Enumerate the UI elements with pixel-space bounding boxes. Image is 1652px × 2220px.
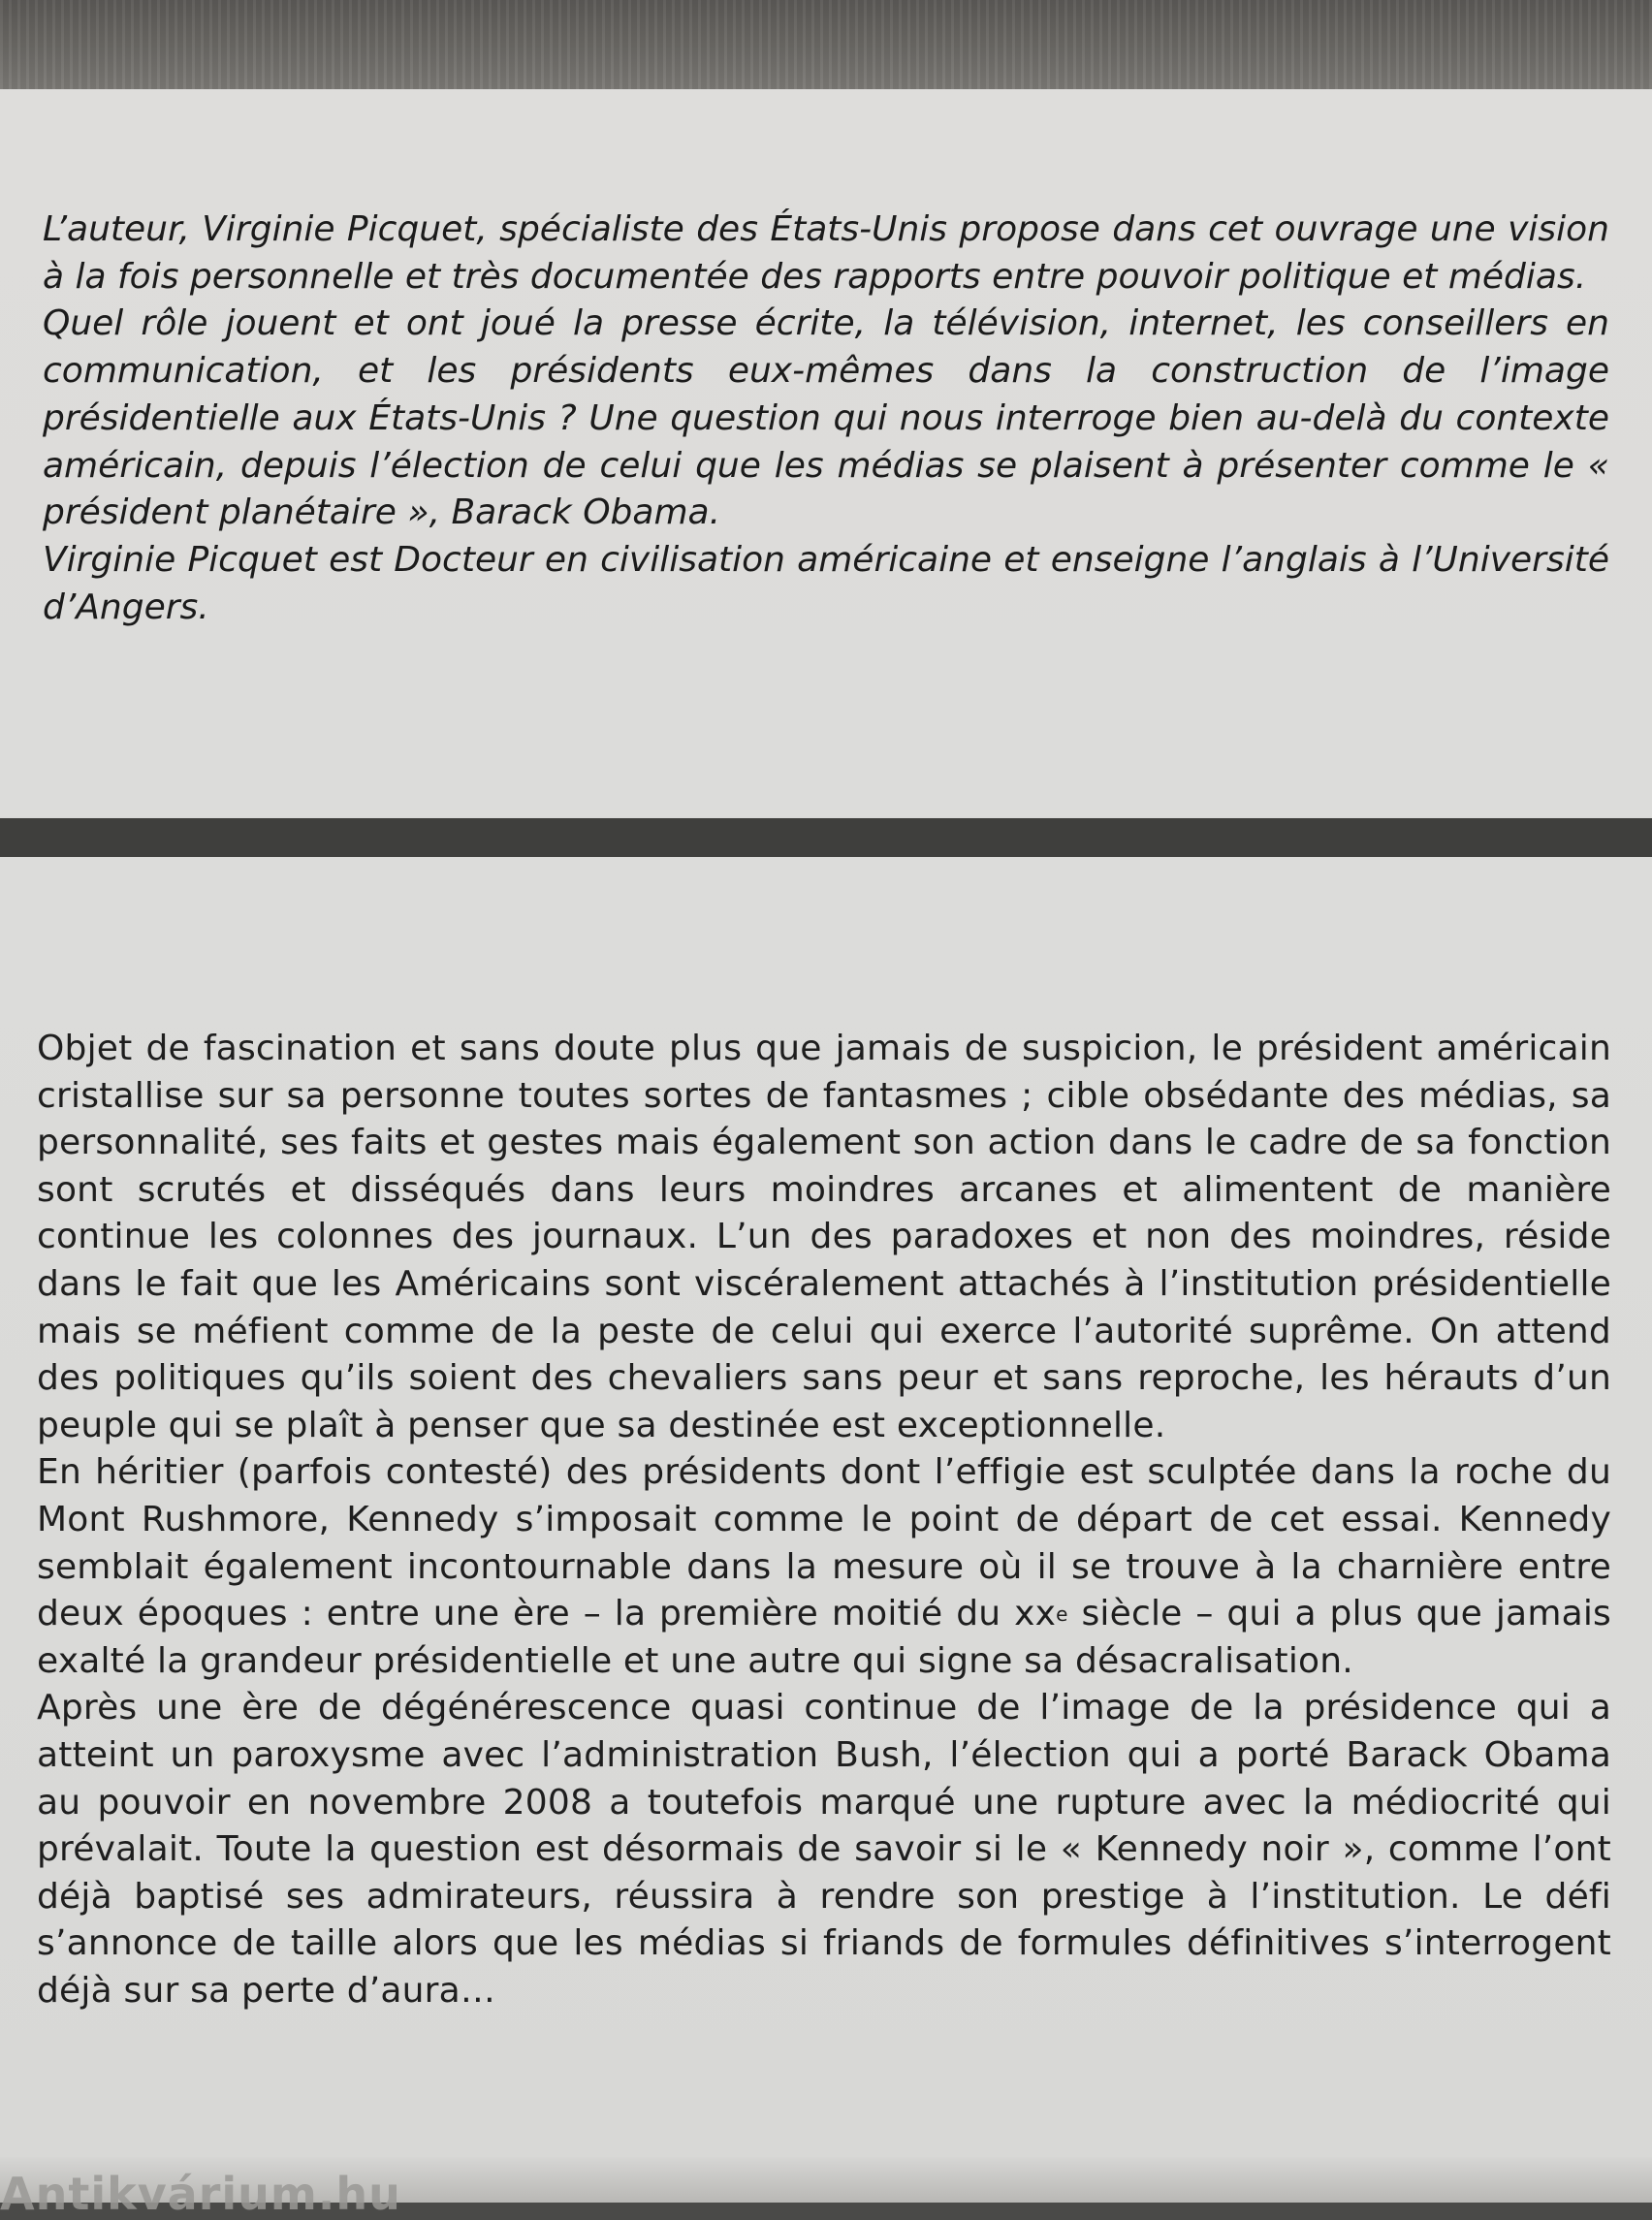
summary-paragraph-kennedy-part-1: En héritier (parfois contesté) des présidents dont l’effigie est sculptée dans la roche du Mont Rushmore, Kennedy s’imposait comme le point de départ de cet essai. Kennedy semblait également incontournable dans la mesure où il se trouve à la charnière entre deux époques : entre une ère – la première moitié du xx [37,1452,1611,1634]
summary-paragraph-obama: Après une ère de dégénérescence quasi continue de l’image de la présidence qui a atteint un paroxysme avec l’administration Bush, l’élection qui a porté Barack Obama au pouvoir en novembre 2008 a toutefois marqué une rupture avec la médiocrité qui prévalait. Toute la question est désormais de savoir si le « Kennedy noir », comme l’ont déjà baptisé ses admirateurs, réussira à rendre son prestige à l’institution. Le défi s’annonce de taille alors que les médias si friands de formules définitives s’interrogent déjà sur sa perte d’aura… [37,1688,1611,2011]
century-superscript: e [1056,1602,1068,1627]
author-blurb [43,206,1609,631]
blurb-paragraph-author: L’auteur, Virginie Picquet, spécialiste des États-Unis propose dans cet ouvrage une vision à la fois personnelle et très documentée des rapports entre pouvoir politique et médias. [43,209,1609,297]
summary-text [37,1026,1611,2014]
wood-grain [0,0,1652,92]
blurb-paragraph-question: Quel rôle jouent et ont joué la presse écrite, la télévision, internet, les conseillers en communication, et les présidents eux-mêmes dans la construction de l’image présidentielle aux États-Unis ? Une question qui nous interroge bien au-delà du contexte américain, depuis l’élection de celui que les médias se plaisent à présenter comme le « président planétaire », Barack Obama. [43,303,1609,533]
cover-divider-band [0,818,1652,857]
watermark: Antikvárium.hu [0,2168,401,2220]
blurb-paragraph-credentials: Virginie Picquet est Docteur en civilisation américaine et enseigne l’anglais à l’Université d’Angers. [43,539,1609,627]
summary-paragraph-kennedy [37,1449,1611,1685]
summary-paragraph-fascination: Objet de fascination et sans doute plus que jamais de suspicion, le président américain cristallise sur sa personne toutes sortes de fantasmes ; cible obsédante des médias, sa personnalité, ses faits et gestes mais également son action dans le cadre de sa fonction sont scrutés et disséqués dans leurs moindres arcanes et alimentent de manière continue les colonnes des journaux. L’un des paradoxes et non des moindres, réside dans le fait que les Américains sont viscéralement attachés à l’institution présidentielle mais se méfient comme de la peste de celui qui exerce l’autorité suprême. On attend des politiques qu’ils soient des chevaliers sans peur et sans reproche, les hérauts d’un peuple qui se plaît à penser que sa destinée est exceptionnelle. [37,1029,1611,1445]
table-surface [0,0,1652,92]
summary-paragraph-kennedy-part-2: siècle – qui a plus que jamais exalté la grandeur présidentielle et une autre qui signe sa désacralisation. [37,1594,1612,1681]
